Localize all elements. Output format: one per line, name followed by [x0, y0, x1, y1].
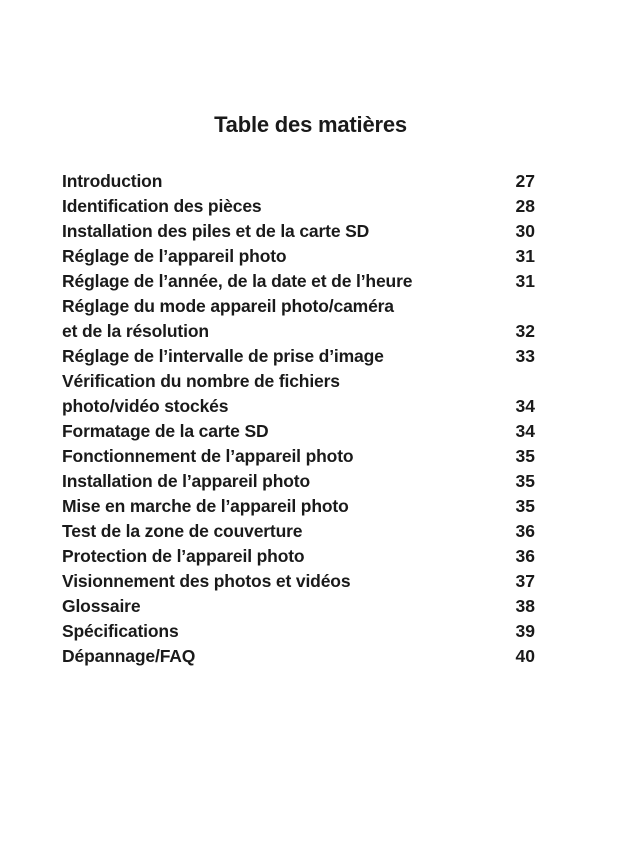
- toc-entry-title: [62, 569, 350, 594]
- toc-entry: [62, 569, 535, 594]
- toc-entry-line: Identification des pièces: [62, 196, 262, 216]
- toc-entry-line: Installation des piles et de la carte SD: [62, 221, 370, 241]
- toc-page-number: 31: [515, 246, 535, 266]
- toc-entry-line: Réglage de l’intervalle de prise d’image: [62, 346, 384, 366]
- toc-entry-title: [62, 344, 384, 369]
- toc-entry-title: [62, 194, 262, 219]
- toc-entry: [62, 469, 535, 494]
- toc-page-number: 35: [515, 446, 535, 466]
- toc-page-number: 28: [515, 196, 535, 216]
- toc-entry-line: Vérification du nombre de fichiers: [62, 371, 340, 391]
- toc-entry-title: [62, 169, 162, 194]
- toc-entry-title: [62, 544, 304, 569]
- toc-entry-line: Installation de l’appareil photo: [62, 471, 311, 491]
- toc-entry-line: Visionnement des photos et vidéos: [62, 571, 351, 591]
- toc-entry: [62, 294, 535, 344]
- toc-entry-title: [62, 619, 179, 644]
- toc-page-number: 34: [515, 396, 535, 416]
- toc-entry: [62, 619, 535, 644]
- toc-page-number: 30: [515, 221, 535, 241]
- toc-entry: [62, 444, 535, 469]
- toc-entry: [62, 194, 535, 219]
- toc-page-number: 32: [515, 321, 535, 341]
- toc-entry: [62, 244, 535, 269]
- page-title: Table des matières: [214, 112, 407, 137]
- toc-page-number: 35: [515, 496, 535, 516]
- toc-entry: [62, 594, 535, 619]
- toc-page-number: 40: [515, 646, 535, 666]
- toc-entry-line: Réglage du mode appareil photo/caméra: [62, 296, 394, 316]
- toc-page-number: 31: [515, 271, 535, 291]
- toc-entry-line: Formatage de la carte SD: [62, 421, 269, 441]
- toc-page-number: 33: [515, 346, 535, 366]
- toc-entry-line: Spécifications: [62, 621, 179, 641]
- toc-entry: [62, 544, 535, 569]
- toc-entry-line: Protection de l’appareil photo: [62, 546, 305, 566]
- toc-entry-title: [62, 644, 195, 669]
- table-of-contents: [62, 169, 535, 669]
- toc-entry-line: Introduction: [62, 171, 163, 191]
- toc-entry-title: [62, 294, 394, 344]
- toc-page-number: 36: [515, 546, 535, 566]
- toc-page-number: 39: [515, 621, 535, 641]
- toc-entry-title: [62, 419, 268, 444]
- toc-entry: [62, 644, 535, 669]
- toc-entry: [62, 269, 535, 294]
- toc-entry-title: [62, 369, 340, 419]
- toc-entry-title: [62, 444, 353, 469]
- toc-entry: [62, 219, 535, 244]
- toc-page-number: 34: [515, 421, 535, 441]
- toc-page-number: 38: [515, 596, 535, 616]
- toc-entry-title: [62, 519, 302, 544]
- toc-entry-line: et de la résolution: [62, 321, 209, 341]
- toc-entry: [62, 369, 535, 419]
- toc-entry-title: [62, 244, 286, 269]
- toc-entry-line: photo/vidéo stockés: [62, 396, 229, 416]
- toc-entry: [62, 169, 535, 194]
- toc-page-number: 36: [515, 521, 535, 541]
- toc-page-number: 35: [515, 471, 535, 491]
- toc-page-number: 27: [515, 171, 535, 191]
- toc-entry-title: [62, 494, 349, 519]
- toc-entry-line: Test de la zone de couverture: [62, 521, 303, 541]
- toc-entry: [62, 494, 535, 519]
- toc-page-number: 37: [515, 571, 535, 591]
- toc-entry-title: [62, 219, 369, 244]
- toc-entry-line: Glossaire: [62, 596, 141, 616]
- toc-entry-title: [62, 269, 412, 294]
- toc-entry: [62, 519, 535, 544]
- toc-entry-line: Réglage de l’appareil photo: [62, 246, 287, 266]
- toc-entry-line: Réglage de l’année, de la date et de l’heure: [62, 271, 413, 291]
- toc-entry-line: Fonctionnement de l’appareil photo: [62, 446, 354, 466]
- toc-entry-title: [62, 594, 140, 619]
- toc-entry-line: Mise en marche de l’appareil photo: [62, 496, 349, 516]
- toc-entry-title: [62, 469, 310, 494]
- toc-entry-line: Dépannage/FAQ: [62, 646, 196, 666]
- toc-entry: [62, 344, 535, 369]
- toc-entry: [62, 419, 535, 444]
